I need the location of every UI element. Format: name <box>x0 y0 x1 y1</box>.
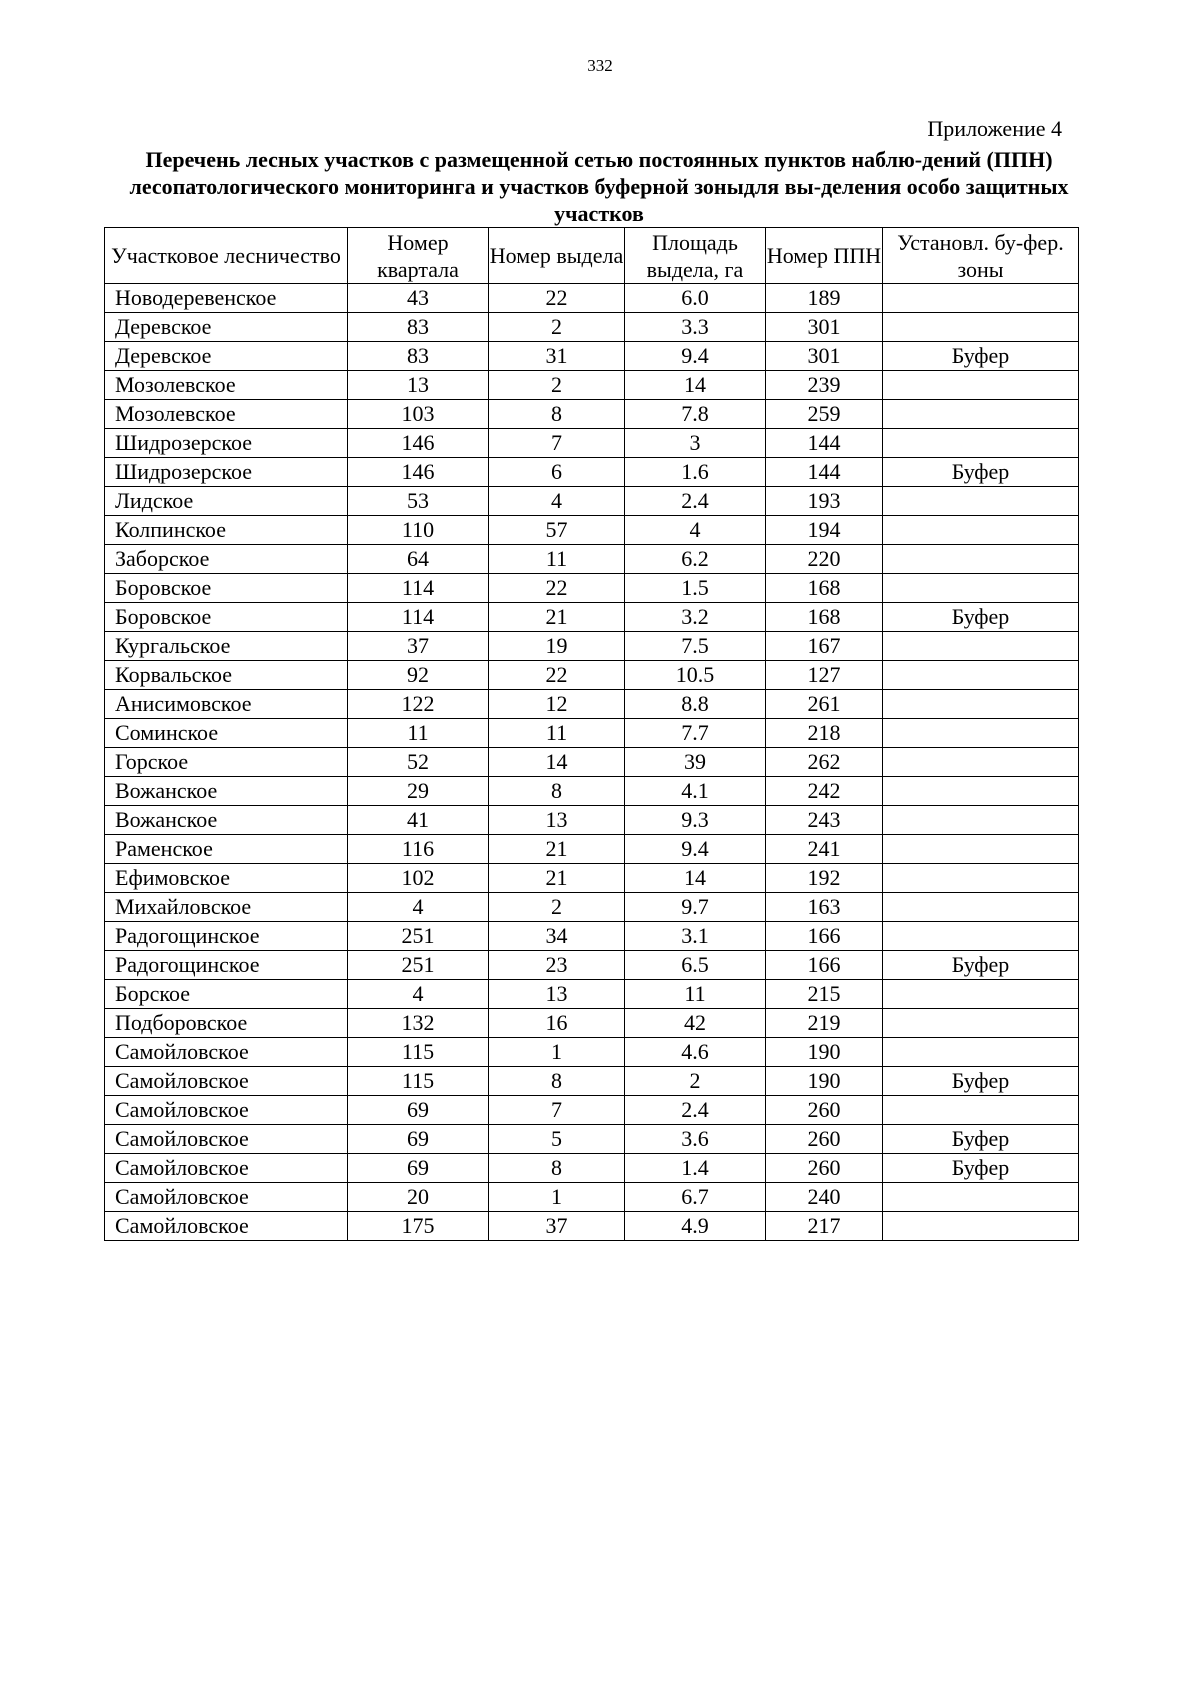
cell-forestry: Михайловское <box>105 893 348 922</box>
cell-buffer-zone <box>883 284 1079 313</box>
cell-buffer-zone <box>883 893 1079 922</box>
table-row <box>105 922 1079 951</box>
table-row <box>105 835 1079 864</box>
cell-forestry: Самойловское <box>105 1096 348 1125</box>
cell-forestry: Деревское <box>105 313 348 342</box>
cell-area: 1.4 <box>625 1154 766 1183</box>
table-row <box>105 516 1079 545</box>
cell-buffer-zone: Буфер <box>883 342 1079 371</box>
cell-forestry: Новодеревенское <box>105 284 348 313</box>
table-header-row <box>105 228 1079 284</box>
cell-forestry: Деревское <box>105 342 348 371</box>
cell-quarter-number: 92 <box>348 661 489 690</box>
cell-allotment-number: 4 <box>489 487 625 516</box>
cell-buffer-zone <box>883 661 1079 690</box>
cell-allotment-number: 8 <box>489 777 625 806</box>
cell-quarter-number: 64 <box>348 545 489 574</box>
cell-ppn-number: 218 <box>766 719 883 748</box>
cell-allotment-number: 8 <box>489 1067 625 1096</box>
cell-area: 14 <box>625 371 766 400</box>
cell-buffer-zone <box>883 516 1079 545</box>
cell-area: 10.5 <box>625 661 766 690</box>
cell-area: 3.2 <box>625 603 766 632</box>
cell-allotment-number: 12 <box>489 690 625 719</box>
header-allotment-number: Номер выдела <box>489 228 625 284</box>
cell-allotment-number: 11 <box>489 719 625 748</box>
cell-area: 4.1 <box>625 777 766 806</box>
cell-ppn-number: 261 <box>766 690 883 719</box>
table-row <box>105 1038 1079 1067</box>
cell-area: 4 <box>625 516 766 545</box>
cell-area: 7.5 <box>625 632 766 661</box>
header-allotment-area: Площадь выдела, га <box>625 228 766 284</box>
table-row <box>105 400 1079 429</box>
table-row <box>105 864 1079 893</box>
appendix-label: Приложение 4 <box>927 116 1062 141</box>
cell-forestry: Радогощинское <box>105 951 348 980</box>
cell-quarter-number: 110 <box>348 516 489 545</box>
cell-forestry: Боровское <box>105 574 348 603</box>
cell-area: 6.0 <box>625 284 766 313</box>
cell-forestry: Анисимовское <box>105 690 348 719</box>
cell-ppn-number: 219 <box>766 1009 883 1038</box>
cell-forestry: Самойловское <box>105 1154 348 1183</box>
table-row <box>105 951 1079 980</box>
cell-allotment-number: 13 <box>489 980 625 1009</box>
cell-forestry: Колпинское <box>105 516 348 545</box>
cell-buffer-zone <box>883 777 1079 806</box>
cell-forestry: Самойловское <box>105 1183 348 1212</box>
cell-forestry: Самойловское <box>105 1212 348 1241</box>
cell-ppn-number: 262 <box>766 748 883 777</box>
cell-quarter-number: 11 <box>348 719 489 748</box>
table-row <box>105 690 1079 719</box>
cell-area: 7.7 <box>625 719 766 748</box>
table-row <box>105 371 1079 400</box>
table-row <box>105 661 1079 690</box>
cell-quarter-number: 53 <box>348 487 489 516</box>
cell-allotment-number: 21 <box>489 603 625 632</box>
cell-forestry: Шидрозерское <box>105 429 348 458</box>
cell-ppn-number: 190 <box>766 1038 883 1067</box>
cell-ppn-number: 260 <box>766 1096 883 1125</box>
cell-quarter-number: 132 <box>348 1009 489 1038</box>
table-row <box>105 1154 1079 1183</box>
cell-area: 6.2 <box>625 545 766 574</box>
cell-ppn-number: 194 <box>766 516 883 545</box>
cell-ppn-number: 260 <box>766 1125 883 1154</box>
table-row <box>105 1067 1079 1096</box>
table-row <box>105 487 1079 516</box>
cell-area: 9.4 <box>625 342 766 371</box>
cell-forestry: Борское <box>105 980 348 1009</box>
cell-allotment-number: 22 <box>489 284 625 313</box>
cell-buffer-zone <box>883 1009 1079 1038</box>
cell-ppn-number: 260 <box>766 1154 883 1183</box>
cell-forestry: Мозолевское <box>105 371 348 400</box>
cell-ppn-number: 127 <box>766 661 883 690</box>
cell-buffer-zone: Буфер <box>883 1154 1079 1183</box>
table-body <box>105 284 1079 1241</box>
cell-buffer-zone <box>883 922 1079 951</box>
table-row <box>105 719 1079 748</box>
cell-quarter-number: 115 <box>348 1038 489 1067</box>
cell-buffer-zone: Буфер <box>883 603 1079 632</box>
cell-area: 3.1 <box>625 922 766 951</box>
cell-ppn-number: 166 <box>766 951 883 980</box>
cell-allotment-number: 8 <box>489 1154 625 1183</box>
table-row <box>105 1009 1079 1038</box>
cell-allotment-number: 22 <box>489 661 625 690</box>
cell-area: 8.8 <box>625 690 766 719</box>
cell-buffer-zone <box>883 1038 1079 1067</box>
table-row <box>105 342 1079 371</box>
cell-quarter-number: 251 <box>348 922 489 951</box>
cell-allotment-number: 14 <box>489 748 625 777</box>
cell-allotment-number: 7 <box>489 1096 625 1125</box>
page-number: 332 <box>587 56 613 75</box>
cell-ppn-number: 193 <box>766 487 883 516</box>
cell-quarter-number: 102 <box>348 864 489 893</box>
cell-forestry: Самойловское <box>105 1038 348 1067</box>
cell-allotment-number: 13 <box>489 806 625 835</box>
cell-area: 9.3 <box>625 806 766 835</box>
cell-allotment-number: 19 <box>489 632 625 661</box>
cell-ppn-number: 168 <box>766 603 883 632</box>
table-row <box>105 603 1079 632</box>
table-row <box>105 632 1079 661</box>
header-ppn-number: Номер ППН <box>766 228 883 284</box>
cell-ppn-number: 215 <box>766 980 883 1009</box>
cell-allotment-number: 2 <box>489 371 625 400</box>
cell-buffer-zone <box>883 980 1079 1009</box>
cell-quarter-number: 20 <box>348 1183 489 1212</box>
table-row <box>105 893 1079 922</box>
cell-quarter-number: 114 <box>348 574 489 603</box>
table-row <box>105 1096 1079 1125</box>
table-row <box>105 284 1079 313</box>
cell-area: 14 <box>625 864 766 893</box>
cell-quarter-number: 52 <box>348 748 489 777</box>
cell-allotment-number: 2 <box>489 313 625 342</box>
cell-quarter-number: 69 <box>348 1125 489 1154</box>
table-row <box>105 574 1079 603</box>
cell-allotment-number: 34 <box>489 922 625 951</box>
cell-ppn-number: 163 <box>766 893 883 922</box>
cell-quarter-number: 4 <box>348 893 489 922</box>
cell-forestry: Вожанское <box>105 777 348 806</box>
cell-buffer-zone: Буфер <box>883 1125 1079 1154</box>
cell-forestry: Шидрозерское <box>105 458 348 487</box>
table-row <box>105 313 1079 342</box>
cell-quarter-number: 4 <box>348 980 489 1009</box>
cell-buffer-zone: Буфер <box>883 1067 1079 1096</box>
cell-ppn-number: 167 <box>766 632 883 661</box>
cell-forestry: Мозолевское <box>105 400 348 429</box>
cell-area: 2 <box>625 1067 766 1096</box>
cell-buffer-zone <box>883 574 1079 603</box>
cell-allotment-number: 23 <box>489 951 625 980</box>
cell-quarter-number: 103 <box>348 400 489 429</box>
cell-area: 6.7 <box>625 1183 766 1212</box>
cell-quarter-number: 83 <box>348 342 489 371</box>
cell-ppn-number: 220 <box>766 545 883 574</box>
cell-quarter-number: 251 <box>348 951 489 980</box>
cell-buffer-zone <box>883 371 1079 400</box>
cell-forestry: Ефимовское <box>105 864 348 893</box>
cell-area: 9.4 <box>625 835 766 864</box>
table-row <box>105 429 1079 458</box>
cell-buffer-zone <box>883 719 1079 748</box>
monitoring-plots-table <box>104 227 1079 1241</box>
cell-allotment-number: 5 <box>489 1125 625 1154</box>
cell-forestry: Лидское <box>105 487 348 516</box>
cell-quarter-number: 122 <box>348 690 489 719</box>
cell-area: 2.4 <box>625 487 766 516</box>
cell-area: 1.6 <box>625 458 766 487</box>
cell-allotment-number: 22 <box>489 574 625 603</box>
cell-buffer-zone <box>883 835 1079 864</box>
cell-ppn-number: 189 <box>766 284 883 313</box>
header-buffer-zone: Установл. бу-фер. зоны <box>883 228 1079 284</box>
cell-ppn-number: 240 <box>766 1183 883 1212</box>
cell-quarter-number: 146 <box>348 429 489 458</box>
cell-forestry: Боровское <box>105 603 348 632</box>
cell-area: 3.6 <box>625 1125 766 1154</box>
cell-area: 11 <box>625 980 766 1009</box>
cell-buffer-zone <box>883 748 1079 777</box>
cell-buffer-zone <box>883 632 1079 661</box>
cell-quarter-number: 43 <box>348 284 489 313</box>
cell-allotment-number: 31 <box>489 342 625 371</box>
cell-allotment-number: 7 <box>489 429 625 458</box>
cell-buffer-zone <box>883 1096 1079 1125</box>
cell-quarter-number: 41 <box>348 806 489 835</box>
cell-quarter-number: 146 <box>348 458 489 487</box>
cell-forestry: Заборское <box>105 545 348 574</box>
cell-area: 39 <box>625 748 766 777</box>
cell-allotment-number: 21 <box>489 864 625 893</box>
table-row <box>105 1212 1079 1241</box>
cell-forestry: Подборовское <box>105 1009 348 1038</box>
cell-ppn-number: 239 <box>766 371 883 400</box>
cell-area: 3.3 <box>625 313 766 342</box>
cell-allotment-number: 6 <box>489 458 625 487</box>
cell-buffer-zone <box>883 690 1079 719</box>
cell-buffer-zone: Буфер <box>883 951 1079 980</box>
cell-buffer-zone: Буфер <box>883 458 1079 487</box>
cell-area: 7.8 <box>625 400 766 429</box>
cell-ppn-number: 259 <box>766 400 883 429</box>
cell-quarter-number: 175 <box>348 1212 489 1241</box>
cell-quarter-number: 69 <box>348 1096 489 1125</box>
cell-forestry: Самойловское <box>105 1067 348 1096</box>
cell-allotment-number: 37 <box>489 1212 625 1241</box>
cell-ppn-number: 166 <box>766 922 883 951</box>
cell-quarter-number: 37 <box>348 632 489 661</box>
cell-quarter-number: 69 <box>348 1154 489 1183</box>
cell-area: 42 <box>625 1009 766 1038</box>
table-row <box>105 1183 1079 1212</box>
cell-quarter-number: 13 <box>348 371 489 400</box>
cell-forestry: Корвальское <box>105 661 348 690</box>
cell-ppn-number: 144 <box>766 458 883 487</box>
document-title: Перечень лесных участков с размещенной сетью постоянных пунктов наблю-дений (ППН) лесопатологического мониторинга и участков буферной зоныдля вы-деления особо защитных участков <box>129 147 1069 226</box>
cell-area: 4.9 <box>625 1212 766 1241</box>
cell-forestry: Кургальское <box>105 632 348 661</box>
cell-buffer-zone <box>883 487 1079 516</box>
cell-area: 6.5 <box>625 951 766 980</box>
cell-forestry: Горское <box>105 748 348 777</box>
cell-forestry: Радогощинское <box>105 922 348 951</box>
cell-area: 9.7 <box>625 893 766 922</box>
cell-area: 4.6 <box>625 1038 766 1067</box>
cell-ppn-number: 217 <box>766 1212 883 1241</box>
cell-forestry: Вожанское <box>105 806 348 835</box>
cell-buffer-zone <box>883 429 1079 458</box>
cell-buffer-zone <box>883 400 1079 429</box>
cell-ppn-number: 242 <box>766 777 883 806</box>
cell-area: 1.5 <box>625 574 766 603</box>
cell-buffer-zone <box>883 864 1079 893</box>
cell-forestry: Раменское <box>105 835 348 864</box>
cell-buffer-zone <box>883 545 1079 574</box>
table-row <box>105 980 1079 1009</box>
cell-ppn-number: 301 <box>766 313 883 342</box>
cell-allotment-number: 21 <box>489 835 625 864</box>
cell-buffer-zone <box>883 1183 1079 1212</box>
cell-quarter-number: 83 <box>348 313 489 342</box>
cell-ppn-number: 301 <box>766 342 883 371</box>
cell-quarter-number: 114 <box>348 603 489 632</box>
cell-ppn-number: 243 <box>766 806 883 835</box>
cell-area: 2.4 <box>625 1096 766 1125</box>
table-row <box>105 777 1079 806</box>
cell-allotment-number: 8 <box>489 400 625 429</box>
cell-allotment-number: 1 <box>489 1183 625 1212</box>
cell-quarter-number: 115 <box>348 1067 489 1096</box>
header-forestry: Участковое лесничество <box>105 228 348 284</box>
table-row <box>105 806 1079 835</box>
table-row <box>105 748 1079 777</box>
cell-ppn-number: 190 <box>766 1067 883 1096</box>
cell-quarter-number: 116 <box>348 835 489 864</box>
cell-buffer-zone <box>883 313 1079 342</box>
cell-ppn-number: 144 <box>766 429 883 458</box>
cell-ppn-number: 168 <box>766 574 883 603</box>
header-quarter-number: Номер квартала <box>348 228 489 284</box>
cell-allotment-number: 11 <box>489 545 625 574</box>
cell-allotment-number: 2 <box>489 893 625 922</box>
cell-allotment-number: 57 <box>489 516 625 545</box>
cell-ppn-number: 192 <box>766 864 883 893</box>
cell-area: 3 <box>625 429 766 458</box>
table-row <box>105 458 1079 487</box>
cell-forestry: Соминское <box>105 719 348 748</box>
cell-buffer-zone <box>883 1212 1079 1241</box>
table-row <box>105 545 1079 574</box>
cell-allotment-number: 1 <box>489 1038 625 1067</box>
cell-buffer-zone <box>883 806 1079 835</box>
cell-quarter-number: 29 <box>348 777 489 806</box>
table-row <box>105 1125 1079 1154</box>
cell-forestry: Самойловское <box>105 1125 348 1154</box>
cell-allotment-number: 16 <box>489 1009 625 1038</box>
cell-ppn-number: 241 <box>766 835 883 864</box>
